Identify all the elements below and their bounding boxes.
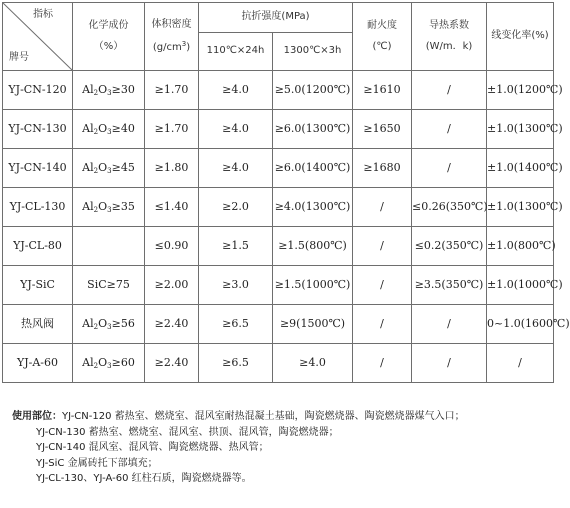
linear-cell: ±1.0(1000℃) [487, 266, 554, 305]
refr-title: 耐火度 [367, 20, 398, 31]
density-cell: ≥2.40 [145, 344, 199, 383]
refr-cell: / [353, 188, 412, 227]
density-cell: ≥1.70 [145, 110, 199, 149]
strength-1300-cell: ≥1.5(1000℃) [273, 266, 353, 305]
linear-cell: ±1.0(1200℃) [487, 71, 554, 110]
linear-cell: / [487, 344, 554, 383]
density-header [145, 3, 199, 71]
refr-cell: ≥1650 [353, 110, 412, 149]
thermal-cell: / [412, 305, 487, 344]
table-row [3, 188, 554, 227]
density-title: 体积密度 [151, 19, 192, 30]
chem-cell: $Al_2O_3\ge 35$ [73, 188, 145, 227]
strength-sub-1300: 1300℃×3h [273, 33, 353, 71]
strength-header: 抗折强度(MPa) [199, 3, 353, 33]
chem-cell: $Al_2O_3\ge 30$ [73, 71, 145, 110]
strength-110-cell: ≥3.0 [199, 266, 273, 305]
refr-cell: / [353, 344, 412, 383]
chem-cell [73, 227, 145, 266]
strength-110-cell: ≥6.5 [199, 305, 273, 344]
density-cell: ≥1.70 [145, 71, 199, 110]
strength-110-cell: ≥4.0 [199, 110, 273, 149]
refr-unit: (℃) [372, 40, 392, 52]
thermal-title: 导热系数 [429, 20, 470, 31]
table-row [3, 344, 554, 383]
thermal-cell: / [412, 149, 487, 188]
usage-line: YJ-CN-140 混风室、混风管、陶瓷燃烧器、热风管； [36, 442, 269, 453]
table-row [3, 110, 554, 149]
density-cell: ≥1.80 [145, 149, 199, 188]
refr-cell: ≥1680 [353, 149, 412, 188]
linear-header: 线变化率(%) [487, 3, 554, 71]
grade-cell: YJ-CN-140 [3, 149, 73, 188]
table-row [3, 305, 554, 344]
strength-110-cell: ≥1.5 [199, 227, 273, 266]
table-row [3, 71, 554, 110]
density-cell: ≤0.90 [145, 227, 199, 266]
corner-header [3, 3, 73, 71]
thermal-cell: ≤0.26(350℃) [412, 188, 487, 227]
grade-cell: YJ-A-60 [3, 344, 73, 383]
strength-1300-cell: ≥5.0(1200℃) [273, 71, 353, 110]
strength-1300-cell: ≥4.0(1300℃) [273, 188, 353, 227]
strength-1300-cell: ≥6.0(1300℃) [273, 110, 353, 149]
table-row [3, 266, 554, 305]
table-row [3, 149, 554, 188]
chem-cell: $Al_2O_3\ge 56$ [73, 305, 145, 344]
refr-cell: / [353, 227, 412, 266]
linear-cell: ±1.0(1400℃) [487, 149, 554, 188]
density-cell: ≥2.00 [145, 266, 199, 305]
strength-1300-cell: ≥1.5(800℃) [273, 227, 353, 266]
chem-cell: $Al_2O_3\ge 40$ [73, 110, 145, 149]
strength-110-cell: ≥2.0 [199, 188, 273, 227]
usage-line: YJ-CN-130 蓄热室、燃烧室、混风室、拱顶、混风管，陶瓷燃烧器； [36, 426, 339, 438]
strength-110-cell: ≥4.0 [199, 149, 273, 188]
table-row [3, 227, 554, 266]
thermal-unit: (W/m．k) [425, 40, 473, 52]
thermal-cell: / [412, 71, 487, 110]
density-unit: $(g/cm^3)$ [152, 39, 191, 53]
refr-cell: ≥1610 [353, 71, 412, 110]
refr-cell: / [353, 305, 412, 344]
thermal-cell: ≥3.5(350℃) [412, 266, 487, 305]
grade-cell: YJ-CL-130 [3, 188, 73, 227]
strength-110-cell: ≥4.0 [199, 71, 273, 110]
refr-cell: / [353, 266, 412, 305]
linear-cell: ±1.0(800℃) [487, 227, 554, 266]
refr-header [353, 3, 412, 71]
linear-cell: ±1.0(1300℃) [487, 188, 554, 227]
thermal-cell: / [412, 344, 487, 383]
linear-cell: ±1.0(1300℃) [487, 110, 554, 149]
grade-cell: YJ-SiC [3, 266, 73, 305]
strength-1300-cell: ≥9(1500℃) [273, 305, 353, 344]
usage-line: YJ-SiC 金属砖托下部填充； [36, 457, 158, 469]
linear-cell: 0~1.0(1600℃) [487, 305, 554, 344]
grade-cell: YJ-CL-80 [3, 227, 73, 266]
corner-bottom-label: 牌号 [9, 51, 29, 63]
chem-title: 化学成份 [88, 20, 129, 31]
chem-cell: $Al_2O_3\ge 60$ [73, 344, 145, 383]
usage-notes [12, 409, 465, 487]
usage-line: 使用部位：YJ-CN-120 蓄热室、燃烧室、混风室耐热混凝土基础，陶瓷燃烧器、陶瓷燃烧器煤气入口； [12, 411, 465, 422]
strength-sub-110: 110℃×24h [199, 33, 273, 71]
density-cell: ≤1.40 [145, 188, 199, 227]
spec-table [2, 2, 570, 383]
thermal-header [412, 3, 487, 71]
chem-unit: （%） [93, 40, 124, 52]
grade-cell: 热风阀 [3, 305, 73, 344]
chem-cell: SiC≥75 [73, 266, 145, 305]
chem-cell: $Al_2O_3\ge 45$ [73, 149, 145, 188]
strength-1300-cell: ≥6.0(1400℃) [273, 149, 353, 188]
usage-line: YJ-CL-130、YJ-A-60 红柱石质，陶瓷燃烧器等。 [36, 473, 252, 484]
thermal-cell: ≤0.2(350℃) [412, 227, 487, 266]
thermal-cell: / [412, 110, 487, 149]
chem-header [73, 3, 145, 71]
corner-top-label: 指标 [33, 9, 53, 20]
strength-1300-cell: ≥4.0 [273, 344, 353, 383]
density-cell: ≥2.40 [145, 305, 199, 344]
usage-lead: 使用部位： [12, 411, 62, 422]
strength-110-cell: ≥6.5 [199, 344, 273, 383]
grade-cell: YJ-CN-120 [3, 71, 73, 110]
grade-cell: YJ-CN-130 [3, 110, 73, 149]
